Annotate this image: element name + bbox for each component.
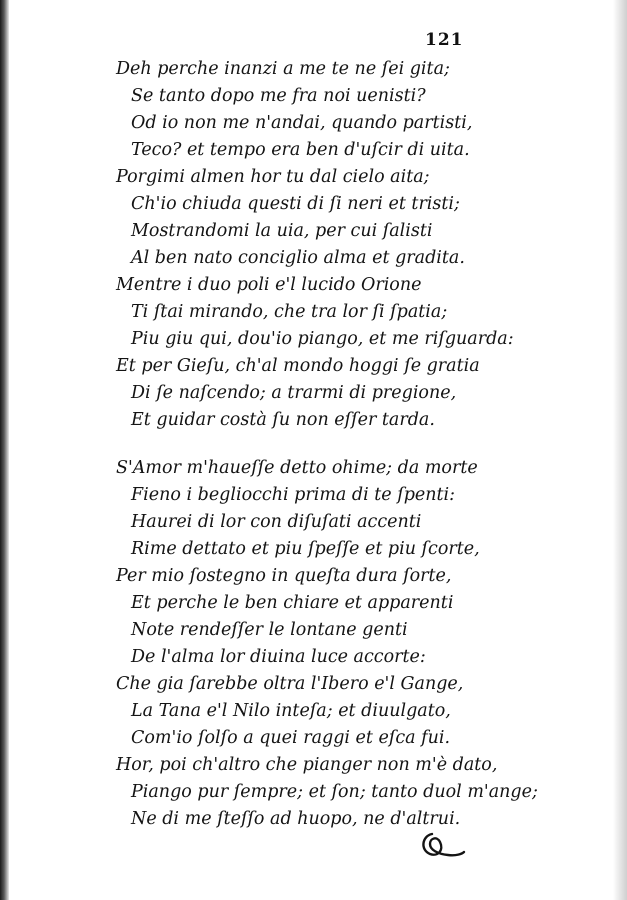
verse-line: Mostrandomi la uia, per cui ſalisti (131, 221, 433, 241)
verse-line: Et per Gieſu, ch'al mondo hoggi ſe gratia (116, 356, 480, 376)
page-gutter-shadow (0, 0, 9, 900)
verse-line: Et guidar costà ſu non eſſer tarda. (131, 410, 435, 430)
verse-line: Note rendeſſer le lontane genti (131, 620, 408, 640)
verse-line: Ti ſtai mirando, che tra lor ſi ſpatia; (131, 302, 448, 322)
verse-line: Teco? et tempo era ben d'uſcir di uita. (131, 140, 470, 160)
page-number: 121 (425, 30, 464, 50)
verse-line: De l'alma lor diuina luce accorte: (131, 647, 426, 667)
verse-line: Porgimi almen hor tu dal cielo aita; (116, 167, 430, 187)
verse-line: Se tanto dopo me fra noi uenisti? (131, 86, 426, 106)
verse-line: Rime dettato et piu ſpeſſe et piu ſcorte, (131, 539, 480, 559)
verse-line: La Tana e'l Nilo inteſa; et diuulgato, (131, 701, 451, 721)
page-edge-shadow (613, 0, 627, 900)
verse-line: Com'io ſolſo a quei raggi et eſca fui. (131, 728, 451, 748)
verse-line: Fieno i begliocchi prima di te ſpenti: (131, 485, 456, 505)
verse-line: Et perche le ben chiare et apparenti (131, 593, 454, 613)
verse-line: Che gia ſarebbe oltra l'Ibero e'l Gange, (116, 674, 464, 694)
verse-line: Al ben nato conciglio alma et gradita. (131, 248, 465, 268)
verse-line: Piu giu qui, dou'io piango, et me riſguarda: (131, 329, 514, 349)
verse-line: Per mio ſostegno in queſta dura ſorte, (116, 566, 452, 586)
verse-line: Piango pur ſempre; et ſon; tanto duol m'ange; (131, 782, 538, 802)
verse-line: Deh perche inanzi a me te ne ſei gita; (116, 59, 450, 79)
verse-line: Mentre i duo poli e'l lucido Orione (116, 275, 422, 295)
verse-line: Ne di me ſteſſo ad huopo, ne d'altrui. (131, 809, 461, 829)
verse-line: Haurei di lor con diſuſati accenti (131, 512, 422, 532)
verse-line: Ch'io chiuda questi di ſi neri et tristi; (131, 194, 460, 214)
verse-line: Di ſe naſcendo; a trarmi di pregione, (131, 383, 457, 403)
verse-line: Hor, poi ch'altro che pianger non m'è dato, (116, 755, 498, 775)
verse-line: S'Amor m'haueſſe detto ohime; da morte (116, 458, 478, 478)
catchword-flourish-icon (418, 828, 466, 862)
verse-line: Od io non me n'andai, quando partisti, (131, 113, 473, 133)
